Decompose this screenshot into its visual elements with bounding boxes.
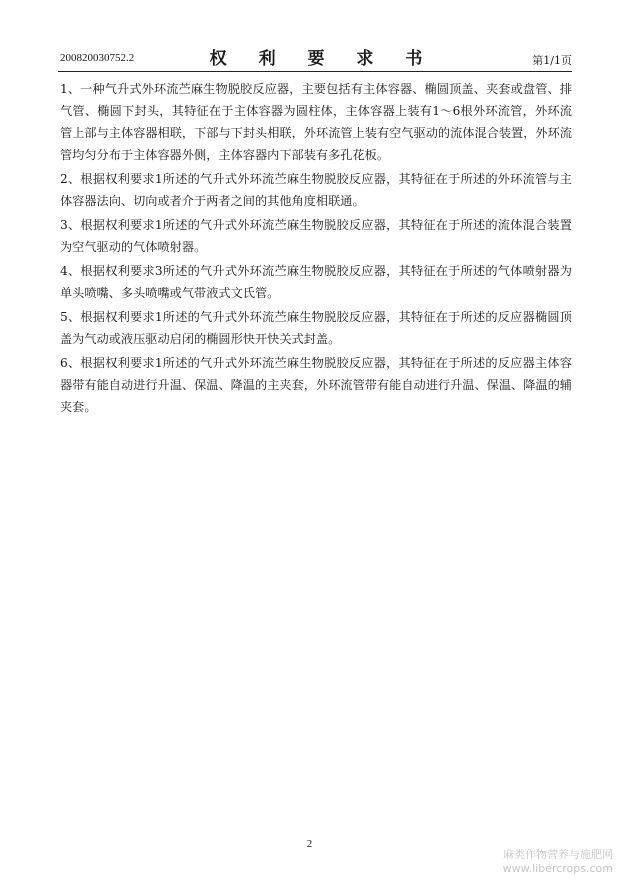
page-label: 第1/1页 bbox=[532, 54, 572, 67]
watermark-site-name: 麻类作物营养与施肥网 bbox=[503, 848, 613, 861]
claim-4: 4、根据权利要求3所述的气升式外环流苎麻生物脱胶反应器，其特征在于所述的气体喷射器为单头喷嘴、多头喷嘴或气带液式文氏管。 bbox=[60, 264, 572, 300]
site-watermark bbox=[503, 848, 613, 876]
claim-6: 6、根据权利要求1所述的气升式外环流苎麻生物脱胶反应器，其特征在于所述的反应器主体容器带有能自动进行升温、保温、降温的主夹套，外环流管带有能自动进行升温、保温、降温的辅夹套。 bbox=[60, 356, 572, 414]
document-header bbox=[60, 44, 572, 70]
page-number: 2 bbox=[306, 838, 313, 850]
claims-list bbox=[60, 78, 572, 420]
header-divider bbox=[58, 71, 572, 72]
document-title: 权 利 要 求 书 bbox=[209, 49, 436, 69]
claim-5: 5、根据权利要求1所述的气升式外环流苎麻生物脱胶反应器，其特征在于所述的反应器椭圆顶盖为气动或液压驱动启闭的椭圆形快开快关式封盖。 bbox=[60, 310, 572, 346]
claim-2: 2、根据权利要求1所述的气升式外环流苎麻生物脱胶反应器，其特征在于所述的外环流管与主体容器法向、切向或者介于两者之间的其他角度相联通。 bbox=[60, 172, 572, 208]
claim-1: 1、一种气升式外环流苎麻生物脱胶反应器，主要包括有主体容器、椭圆顶盖、夹套或盘管、排气管、椭圆下封头，其特征在于主体容器为圆柱体，主体容器上装有1～6根外环流管，外环流管上部与主体容器相联，下部与下封头相联，外环流管上装有空气驱动的流体混合装置，外环流管均匀分布于主体容器外侧，主体容器内下部装有多孔花板。 bbox=[60, 82, 572, 162]
application-number: 200820030752.2 bbox=[60, 52, 135, 64]
watermark-url: www.libercrops.com bbox=[502, 862, 613, 875]
claim-3: 3、根据权利要求1所述的气升式外环流苎麻生物脱胶反应器，其特征在于所述的流体混合装置为空气驱动的气体喷射器。 bbox=[60, 218, 572, 254]
